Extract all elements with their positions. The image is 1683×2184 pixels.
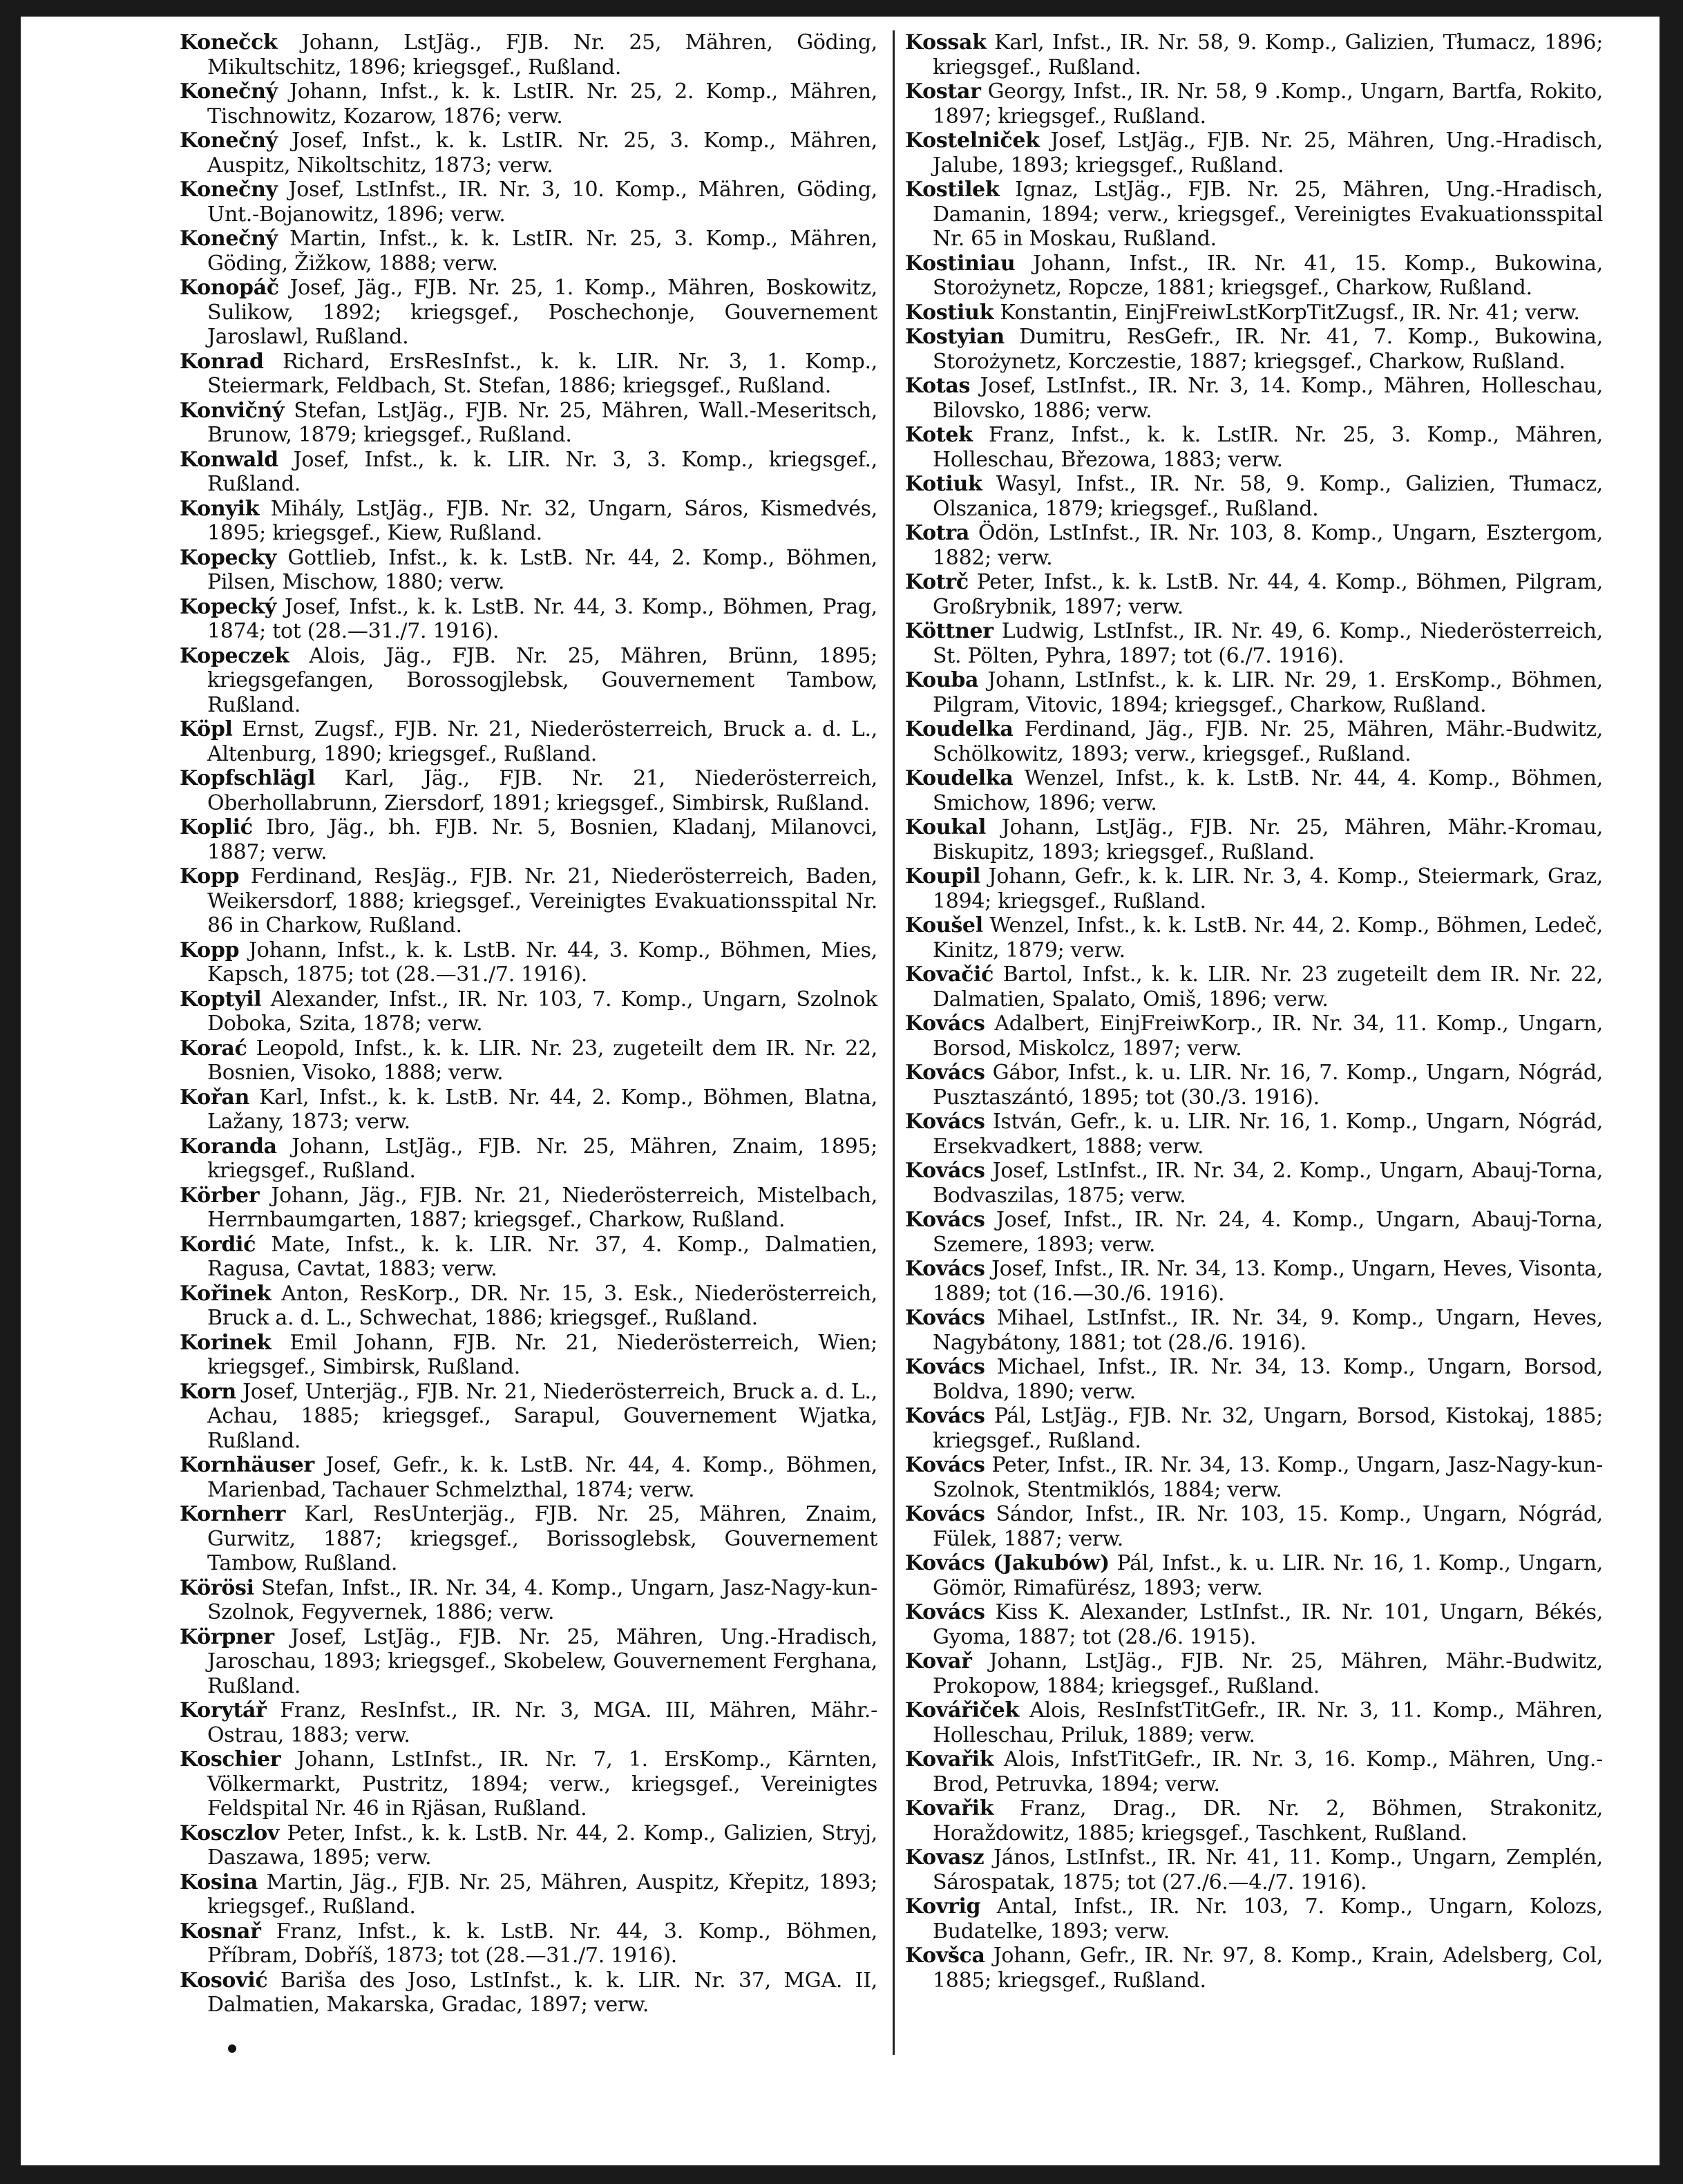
entry-surname: Korinek [180, 1330, 272, 1355]
entry-details: Martin, Infst., k. k. LstIR. Nr. 25, 3. Komp., Mähren, Göding, Žižkow, 1888; verw. [207, 227, 877, 276]
entry-details: Josef, LstInfst., IR. Nr. 34, 2. Komp., Ungarn, Abauj-Torna, Bodvaszilas, 1875; verw. [933, 1159, 1603, 1208]
register-entry [180, 276, 877, 350]
entry-details: Johann, Gefr., IR. Nr. 97, 8. Komp., Krain, Adelsberg, Col, 1885; kriegsgef., Rußland. [933, 1944, 1603, 1993]
entry-details: Anton, ResKorp., DR. Nr. 15, 3. Esk., Niederösterreich, Bruck a. d. L., Schwechat, 1886; kriegsgef., Rußland. [207, 1281, 877, 1330]
entry-surname: Kovács [905, 1257, 985, 1281]
entry-details: Gottlieb, Infst., k. k. LstB. Nr. 44, 2. Komp., Böhmen, Pilsen, Mischow, 1880; verw. [207, 545, 877, 594]
entry-details: Josef, Infst., IR. Nr. 24, 4. Komp., Ungarn, Abauj-Torna, Szemere, 1893; verw. [933, 1208, 1603, 1257]
entry-details: Franz, ResInfst., IR. Nr. 3, MGA. III, Mähren, Mähr.-Ostrau, 1883; verw. [207, 1698, 877, 1747]
entry-surname: Korytář [180, 1698, 267, 1722]
register-entry [180, 178, 877, 227]
register-entry [905, 1895, 1603, 1944]
entry-details: Emil Johann, FJB. Nr. 21, Niederösterreich, Wien; kriegsgef., Simbirsk, Rußland. [207, 1330, 877, 1379]
entry-details: Stefan, LstJäg., FJB. Nr. 25, Mähren, Wall.-Meseritsch, Brunow, 1879; kriegsgef., Rußland. [207, 398, 877, 447]
register-entry [180, 350, 877, 399]
entry-surname: Kossak [905, 30, 987, 55]
register-entry [180, 1870, 877, 1919]
entry-surname: Kopp [180, 864, 240, 889]
register-entry [180, 938, 877, 987]
register-entry [905, 178, 1603, 251]
entry-surname: Kovács [905, 1208, 985, 1232]
entry-surname: Kovács (Jakubów) [905, 1551, 1110, 1575]
entry-details: Bariša des Joso, LstInfst., k. k. LIR. Nr. 37, MGA. II, Dalmatien, Makarska, Gradac, 1897; verw. [207, 1968, 877, 2017]
entry-surname: Kovács [905, 1306, 985, 1330]
entry-surname: Körpner [180, 1624, 274, 1649]
entry-details: Johann, Gefr., k. k. LIR. Nr. 3, 4. Komp., Steiermark, Graz, 1894; kriegsgef., Rußland. [933, 864, 1603, 913]
register-entry [180, 1036, 877, 1085]
register-entry [905, 129, 1603, 178]
entry-details: Alois, ResInfstTitGefr., IR. Nr. 3, 11. Komp., Mähren, Holleschau, Priluk, 1889; verw. [933, 1698, 1603, 1747]
entry-details: Franz, Infst., k. k. LstB. Nr. 44, 3. Komp., Böhmen, Příbram, Dobříš, 1873; tot (28.—31./7. 1916). [207, 1919, 877, 1968]
entry-details: Antal, Infst., IR. Nr. 103, 7. Komp., Ungarn, Kolozs, Budatelke, 1893; verw. [933, 1895, 1603, 1944]
entry-surname: Körösi [180, 1575, 254, 1600]
register-entry [905, 1747, 1603, 1796]
entry-surname: Kosnař [180, 1919, 261, 1944]
entry-details: Ludwig, LstInfst., IR. Nr. 49, 6. Komp., Niederösterreich, St. Pölten, Pyhra, 1897; tot (6./7. 1916). [933, 619, 1603, 668]
entry-details: Josef, Unterjäg., FJB. Nr. 21, Niederösterreich, Bruck a. d. L., Achau, 1885; kriegsgef., Sarapul, Gouvernement Wjatka, Rußland. [207, 1379, 877, 1453]
register-entry [905, 472, 1603, 521]
entry-details: Wenzel, Infst., k. k. LstB. Nr. 44, 2. Komp., Böhmen, Ledeč, Kinitz, 1879; verw. [933, 913, 1603, 962]
register-entry [905, 1551, 1603, 1600]
entry-details: Josef, LstInfst., IR. Nr. 3, 10. Komp., Mähren, Göding, Unt.-Bojanowitz, 1896; verw. [207, 178, 877, 227]
entry-details: Karl, Infst., IR. Nr. 58, 9. Komp., Galizien, Tłumacz, 1896; kriegsgef., Rußland. [933, 30, 1603, 79]
entry-details: Mihály, LstJäg., FJB. Nr. 32, Ungarn, Sáros, Kismedvés, 1895; kriegsgef., Kiew, Rußland. [207, 496, 877, 545]
entry-details: Johann, LstJäg., FJB. Nr. 25, Mähren, Mähr.-Budwitz, Prokopow, 1884; kriegsgef., Rußland. [933, 1649, 1603, 1698]
entry-details: Josef, Gefr., k. k. LstB. Nr. 44, 4. Komp., Böhmen, Marienbad, Tachauer Schmelzthal, 1874; verw. [207, 1453, 877, 1502]
entry-surname: Kornhäuser [180, 1453, 314, 1477]
register-entry [905, 1698, 1603, 1747]
entry-surname: Kovács [905, 1159, 985, 1183]
register-entry [180, 1502, 877, 1576]
entry-surname: Körber [180, 1183, 260, 1208]
entry-details: Wenzel, Infst., k. k. LstB. Nr. 44, 4. Komp., Böhmen, Smichow, 1896; verw. [933, 766, 1603, 815]
entry-surname: Kovács [905, 1453, 985, 1477]
entry-surname: Kovács [905, 1502, 985, 1526]
register-entry [180, 399, 877, 448]
entry-details: Josef, Infst., k. k. LIR. Nr. 3, 3. Komp., kriegsgef., Rußland. [207, 447, 877, 496]
entry-details: Richard, ErsResInfst., k. k. LIR. Nr. 3, 1. Komp., Steiermark, Feldbach, St. Stefan, 1886; kriegsgef., Rußland. [207, 349, 877, 398]
entry-details: Johann, Infst., k. k. LstB. Nr. 44, 3. Komp., Böhmen, Mies, Kapsch, 1875; tot (28.—31./7. 1916). [207, 938, 877, 987]
entry-surname: Konečný [180, 79, 278, 104]
entry-details: Ernst, Zugsf., FJB. Nr. 21, Niederösterreich, Bruck a. d. L., Altenburg, 1890; kriegsgef., Rußland. [207, 717, 877, 766]
register-entry [180, 1331, 877, 1380]
register-entry [180, 497, 877, 546]
register-entry [905, 1649, 1603, 1698]
entry-surname: Kouba [905, 668, 979, 692]
entry-details: Leopold, Infst., k. k. LIR. Nr. 23, zugeteilt dem IR. Nr. 22, Bosnien, Visoko, 1888; verw. [207, 1036, 877, 1085]
entry-surname: Koptyil [180, 987, 262, 1012]
entry-surname: Kovšca [905, 1944, 985, 1968]
entry-details: Josef, LstJäg., FJB. Nr. 25, Mähren, Ung.-Hradisch, Jalube, 1893; kriegsgef., Rußland. [933, 129, 1603, 178]
entry-details: Josef, Jäg., FJB. Nr. 25, 1. Komp., Mähren, Boskowitz, Sulikow, 1892; kriegsgef., Poschechonje, Gouvernement Jaroslawl, Rußland. [207, 276, 877, 349]
register-entry [905, 1502, 1603, 1551]
entry-surname: Kořinek [180, 1281, 272, 1306]
register-entry [180, 1576, 877, 1625]
entry-surname: Koudelka [905, 766, 1014, 790]
entry-surname: Kornherr [180, 1502, 286, 1526]
register-entry [905, 962, 1603, 1012]
entry-surname: Koupil [905, 864, 981, 889]
entry-surname: Kovařik [905, 1796, 994, 1821]
entry-details: Josef, LstInfst., IR. Nr. 3, 14. Komp., Mähren, Holleschau, Bilovsko, 1886; verw. [933, 374, 1603, 423]
entry-details: Peter, Infst., k. k. LstB. Nr. 44, 4. Komp., Böhmen, Pilgram, Großrybnik, 1897; verw. [933, 570, 1603, 619]
entry-surname: Kopeczek [180, 643, 289, 668]
entry-surname: Kostelniček [905, 129, 1040, 153]
entry-details: Georgy, Infst., IR. Nr. 58, 9 .Komp., Ungarn, Bartfa, Rokito, 1897; kriegsgef., Rußland. [933, 79, 1603, 129]
entry-surname: Konrad [180, 349, 264, 374]
register-entry [180, 1821, 877, 1870]
register-entry [180, 1184, 877, 1233]
register-entry [905, 1845, 1603, 1895]
entry-surname: Kovářiček [905, 1698, 1019, 1722]
register-entry [905, 1061, 1603, 1110]
register-entry [905, 1159, 1603, 1208]
register-entry [905, 1404, 1603, 1453]
entry-details: Martin, Jäg., FJB. Nr. 25, Mähren, Auspitz, Křepitz, 1893; kriegsgef., Rußland. [207, 1870, 877, 1919]
entry-surname: Kovács [905, 1600, 985, 1624]
entry-details: Alexander, Infst., IR. Nr. 103, 7. Komp., Ungarn, Szolnok Doboka, Szita, 1878; verw. [207, 987, 877, 1036]
register-entry [180, 1134, 877, 1184]
register-entry [905, 521, 1603, 570]
register-entry [905, 864, 1603, 913]
entry-details: Pál, LstJäg., FJB. Nr. 32, Ungarn, Borsod, Kistokaj, 1885; kriegsgef., Rußland. [933, 1404, 1603, 1453]
register-entry [905, 1306, 1603, 1355]
entry-surname: Kotrč [905, 570, 969, 594]
entry-details: Johann, Infst., k. k. LstIR. Nr. 25, 2. Komp., Mähren, Tischnowitz, Kozarow, 1876; verw. [207, 79, 877, 129]
entry-surname: Konečck [180, 30, 278, 55]
entry-surname: Kopecký [180, 594, 276, 619]
entry-surname: Kovař [905, 1649, 972, 1673]
entry-details: Alois, InfstTitGefr., IR. Nr. 3, 16. Komp., Mähren, Ung.-Brod, Petruvka, 1894; verw. [933, 1747, 1603, 1796]
entry-surname: Koukal [905, 815, 987, 839]
entry-surname: Kostilek [905, 178, 1000, 202]
entry-details: Josef, Infst., k. k. LstIR. Nr. 25, 3. Komp., Mähren, Auspitz, Nikoltschitz, 1873; verw. [207, 129, 877, 178]
entry-surname: Kovács [905, 1012, 985, 1036]
entry-details: Ignaz, LstJäg., FJB. Nr. 25, Mähren, Ung.-Hradisch, Damanin, 1894; verw., kriegsgef., Vereinigtes Evakuationsspital Nr. 65 in Moskau, Rußland. [933, 178, 1603, 251]
entry-surname: Kovács [905, 1355, 985, 1379]
entry-details: Josef, LstJäg., FJB. Nr. 25, Mähren, Ung.-Hradisch, Jaroschau, 1893; kriegsgef., Skobelew, Gouvernement Ferghana, Rußland. [207, 1624, 877, 1698]
register-entry [180, 1625, 877, 1699]
entry-surname: Konwald [180, 447, 278, 472]
register-entry [905, 1453, 1603, 1502]
entry-details: Franz, Infst., k. k. LstIR. Nr. 25, 3. Komp., Mähren, Holleschau, Březowa, 1883; verw. [933, 423, 1603, 472]
entry-details: János, LstInfst., IR. Nr. 41, 11. Komp., Ungarn, Zemplén, Sárospatak, 1875; tot (27./6.—4./7. 1916). [933, 1845, 1603, 1895]
left-column [180, 30, 877, 2017]
register-entry [180, 1919, 877, 1968]
register-entry [180, 546, 877, 595]
register-entry [905, 1944, 1603, 1993]
register-entry [905, 668, 1603, 717]
entry-details: Ödön, LstInfst., IR. Nr. 103, 8. Komp., Ungarn, Esztergom, 1882; verw. [933, 521, 1603, 570]
entry-details: Sándor, Infst., IR. Nr. 103, 15. Komp., Ungarn, Nógrád, Fülek, 1887; verw. [933, 1502, 1603, 1551]
entry-details: Josef, Infst., k. k. LstB. Nr. 44, 3. Komp., Böhmen, Prag, 1874; tot (28.—31./7. 1916). [207, 594, 877, 643]
entry-surname: Koplić [180, 815, 253, 839]
register-entry [905, 815, 1603, 864]
register-entry [180, 1968, 877, 2017]
entry-details: Peter, Infst., IR. Nr. 34, 13. Komp., Ungarn, Jasz-Nagy-kun-Szolnok, Stentmiklós, 1884; verw. [933, 1453, 1603, 1502]
register-entry [905, 1012, 1603, 1061]
entry-details: Johann, LstJäg., FJB. Nr. 25, Mähren, Znaim, 1895; kriegsgef., Rußland. [207, 1134, 877, 1183]
entry-surname: Kopfschlägl [180, 766, 316, 790]
entry-details: Johann, Jäg., FJB. Nr. 21, Niederösterreich, Mistelbach, Herrnbaumgarten, 1887; kriegsgef., Charkow, Rußland. [207, 1183, 877, 1232]
entry-details: Mate, Infst., k. k. LIR. Nr. 37, 4. Komp., Dalmatien, Ragusa, Cavtat, 1883; verw. [207, 1232, 877, 1281]
entry-surname: Kopecky [180, 545, 276, 570]
register-entry [905, 79, 1603, 129]
register-entry [180, 717, 877, 766]
entry-surname: Kopp [180, 938, 240, 962]
entry-details: Josef, Infst., IR. Nr. 34, 13. Komp., Ungarn, Heves, Visonta, 1889; tot (16.—30./6. 1916). [933, 1257, 1603, 1306]
entry-surname: Koranda [180, 1134, 277, 1159]
entry-details: Wasyl, Infst., IR. Nr. 58, 9. Komp., Galizien, Tłumacz, Olszanica, 1879; kriegsgef., Rußland. [933, 472, 1603, 521]
entry-surname: Kostiuk [905, 300, 994, 325]
register-entry [180, 1282, 877, 1331]
register-entry [180, 766, 877, 815]
register-entry [180, 1747, 877, 1821]
entry-details: Karl, Jäg., FJB. Nr. 21, Niederösterreich, Oberhollabrunn, Ziersdorf, 1891; kriegsgef., Simbirsk, Rußland. [207, 766, 877, 815]
entry-surname: Koschier [180, 1747, 281, 1772]
entry-details: Stefan, Infst., IR. Nr. 34, 4. Komp., Ungarn, Jasz-Nagy-kun-Szolnok, Fegyvernek, 1886; verw. [207, 1575, 877, 1624]
register-entry [180, 1085, 877, 1134]
register-entry [180, 129, 877, 178]
entry-details: Bartol, Infst., k. k. LIR. Nr. 23 zugeteilt dem IR. Nr. 22, Dalmatien, Spalato, Omiš, 1896; verw. [933, 962, 1603, 1012]
register-entry [180, 1698, 877, 1747]
register-entry [180, 987, 877, 1036]
register-entry [180, 79, 877, 129]
entry-details: Karl, Infst., k. k. LstB. Nr. 44, 2. Komp., Böhmen, Blatna, Lažany, 1873; verw. [207, 1085, 877, 1134]
entry-surname: Kovačić [905, 962, 994, 987]
entry-surname: Kosczlov [180, 1821, 280, 1845]
register-entry [905, 717, 1603, 766]
entry-details: Johann, LstInfst., IR. Nr. 7, 1. ErsKomp., Kärnten, Völkermarkt, Pustritz, 1894; verw., kriegsgef., Vereinigtes Feldspital Nr. 46 in Rjäsan, Rußland. [207, 1747, 877, 1821]
entry-surname: Kotiuk [905, 472, 982, 496]
entry-details: Karl, ResUnterjäg., FJB. Nr. 25, Mähren, Znaim, Gurwitz, 1887; kriegsgef., Borissoglebsk, Gouvernement Tambow, Rußland. [207, 1502, 877, 1575]
register-entry [905, 619, 1603, 668]
entry-surname: Kotra [905, 521, 970, 545]
entry-details: Ferdinand, ResJäg., FJB. Nr. 21, Niederösterreich, Baden, Weikersdorf, 1888; kriegsgef., Vereinigtes Evakuationsspital Nr. 86 in Charkow, Rußland. [207, 864, 877, 938]
register-entry [180, 1453, 877, 1502]
entry-surname: Korać [180, 1036, 247, 1061]
register-entry [180, 1233, 877, 1282]
register-entry [180, 595, 877, 644]
entry-details: Michael, Infst., IR. Nr. 34, 13. Komp., Ungarn, Borsod, Boldva, 1890; verw. [933, 1355, 1603, 1404]
entry-surname: Kovasz [905, 1845, 985, 1870]
entry-surname: Konvičný [180, 398, 285, 423]
entry-details: Kiss K. Alexander, LstInfst., IR. Nr. 101, Ungarn, Békés, Gyoma, 1887; tot (28./6. 1915). [933, 1600, 1603, 1649]
entry-details: Peter, Infst., k. k. LstB. Nr. 44, 2. Komp., Galizien, Stryj, Daszawa, 1895; verw. [207, 1821, 877, 1870]
register-entry [180, 644, 877, 718]
entry-surname: Kostiniau [905, 251, 1016, 276]
entry-surname: Konyik [180, 496, 260, 521]
entry-surname: Kořan [180, 1085, 249, 1110]
entry-surname: Konečný [180, 227, 278, 251]
entry-surname: Koudelka [905, 717, 1014, 741]
entry-details: Alois, Jäg., FJB. Nr. 25, Mähren, Brünn, 1895; kriegsgefangen, Borossogjlebsk, Gouvernement Tambow, Rußland. [207, 643, 877, 717]
register-entry [905, 1355, 1603, 1404]
entry-details: Ferdinand, Jäg., FJB. Nr. 25, Mähren, Mähr.-Budwitz, Schölkowitz, 1893; verw., kriegsgef., Rußland. [933, 717, 1603, 766]
register-entry [905, 251, 1603, 301]
entry-surname: Köttner [905, 619, 993, 643]
entry-surname: Kotek [905, 423, 973, 447]
entry-surname: Kostar [905, 79, 981, 104]
register-entry [180, 1380, 877, 1454]
right-column [905, 30, 1603, 1993]
entry-details: Dumitru, ResGefr., IR. Nr. 41, 7. Komp., Bukowina, Storożynetz, Korczestie, 1887; kriegsgef., Charkow, Rußland. [933, 325, 1603, 374]
register-entry [905, 1796, 1603, 1845]
entry-details: Mihael, LstInfst., IR. Nr. 34, 9. Komp., Ungarn, Heves, Nagybátony, 1881; tot (28./6. 1916). [933, 1306, 1603, 1355]
register-entry [905, 1110, 1603, 1159]
entry-surname: Konečný [180, 129, 278, 153]
entry-details: Gábor, Infst., k. u. LIR. Nr. 16, 7. Komp., Ungarn, Nógrád, Pusztaszántó, 1895; tot (30./3. 1916). [933, 1061, 1603, 1110]
register-entry [905, 374, 1603, 423]
ink-dot [228, 2044, 236, 2053]
entry-surname: Konopáč [180, 276, 279, 300]
register-entry [180, 864, 877, 938]
entry-surname: Kosina [180, 1870, 258, 1895]
entry-surname: Kostyian [905, 325, 1005, 349]
entry-surname: Kovács [905, 1110, 985, 1134]
entry-surname: Kovács [905, 1404, 985, 1428]
register-entry [905, 325, 1603, 374]
entry-details: Johann, LstJäg., FJB. Nr. 25, Mähren, Mähr.-Kromau, Biskupitz, 1893; kriegsgef., Rußland. [933, 815, 1603, 864]
register-entry [905, 1208, 1603, 1257]
register-entry [905, 301, 1603, 325]
entry-surname: Kordić [180, 1232, 256, 1257]
entry-details: Johann, LstInfst., k. k. LIR. Nr. 29, 1. ErsKomp., Böhmen, Pilgram, Vitovic, 1894; kriegsgef., Charkow, Rußland. [933, 668, 1603, 717]
entry-surname: Köpl [180, 717, 233, 741]
entry-details: Konstantin, EinjFreiwLstKorpTitZugsf., IR. Nr. 41; verw. [993, 300, 1580, 325]
entry-surname: Koušel [905, 913, 983, 938]
entry-details: Adalbert, EinjFreiwKorp., IR. Nr. 34, 11. Komp., Ungarn, Borsod, Miskolcz, 1897; verw. [933, 1012, 1603, 1061]
entry-details: Franz, Drag., DR. Nr. 2, Böhmen, Strakonitz, Horaždowitz, 1885; kriegsgef., Taschkent, Rußland. [933, 1796, 1603, 1845]
entry-details: Ibro, Jäg., bh. FJB. Nr. 5, Bosnien, Kladanj, Milanovci, 1887; verw. [207, 815, 877, 864]
entry-details: Pál, Infst., k. u. LIR. Nr. 16, 1. Komp., Ungarn, Gömör, Rimafürész, 1893; verw. [933, 1551, 1604, 1600]
entry-surname: Kosović [180, 1968, 268, 1993]
register-entry [905, 913, 1603, 962]
register-entry [180, 227, 877, 276]
entry-details: István, Gefr., k. u. LIR. Nr. 16, 1. Komp., Ungarn, Nógrád, Ersekvadkert, 1888; verw. [933, 1110, 1603, 1159]
entry-details: Johann, Infst., IR. Nr. 41, 15. Komp., Bukowina, Storożynetz, Ropcze, 1881; kriegsgef., Charkow, Rußland. [933, 251, 1603, 300]
register-entry [180, 815, 877, 864]
entry-details: Johann, LstJäg., FJB. Nr. 25, Mähren, Göding, Mikultschitz, 1896; kriegsgef., Rußland. [207, 30, 877, 79]
document-page [21, 17, 1660, 2165]
entry-surname: Kotas [905, 374, 971, 398]
register-entry [180, 30, 877, 79]
entry-surname: Korn [180, 1379, 236, 1404]
register-entry [905, 423, 1603, 472]
register-entry [905, 1600, 1603, 1649]
register-entry [905, 30, 1603, 79]
register-entry [905, 766, 1603, 815]
entry-surname: Konečny [180, 178, 278, 202]
entry-surname: Kovařik [905, 1747, 994, 1772]
column-divider [893, 30, 895, 2055]
entry-surname: Kovács [905, 1061, 985, 1085]
register-entry [905, 570, 1603, 619]
register-entry [180, 448, 877, 497]
register-entry [905, 1257, 1603, 1306]
entry-surname: Kovrig [905, 1895, 981, 1919]
